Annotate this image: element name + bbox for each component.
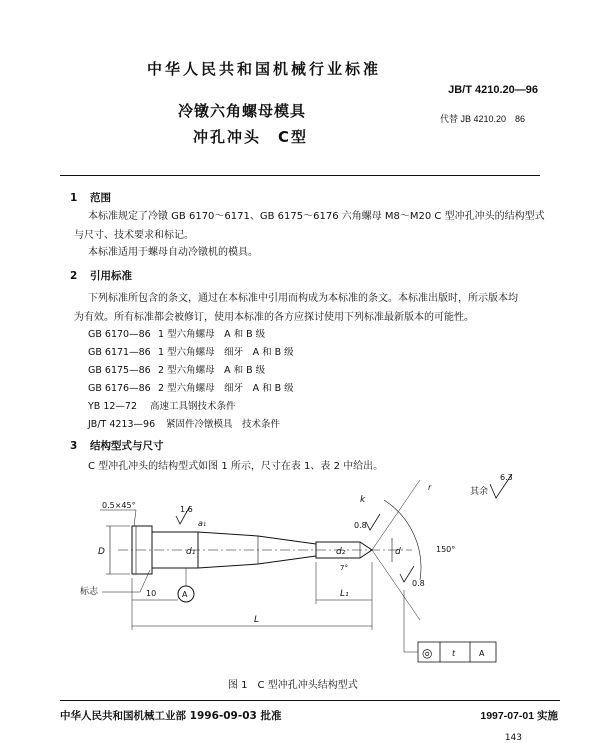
document-title-line2: 冲孔冲头 C型	[193, 128, 309, 146]
reference-code: YB 12—72	[88, 401, 138, 412]
angle-label: 150°	[436, 545, 456, 554]
dim-k-label: k	[360, 495, 366, 505]
chamfer-label: 0.5×45°	[102, 501, 136, 510]
reference-item	[88, 344, 294, 358]
angle-7-label: 7°	[340, 564, 348, 572]
angle-arc	[384, 500, 421, 580]
section-2-title: 引用标准	[90, 270, 132, 282]
mark-label: 标志	[80, 587, 99, 597]
section-3-title: 结构型式与尺寸	[90, 440, 164, 452]
dim-r-label: r	[428, 483, 432, 492]
dim-d-label: d	[395, 547, 401, 557]
dim-d2-label: d₂	[336, 547, 346, 557]
roughness-rest-label: 6.3	[500, 473, 513, 482]
reference-item	[88, 362, 265, 376]
tolerance-symbol: ◎	[422, 646, 433, 660]
reference-item	[88, 380, 294, 394]
references-intro-line1: 下列标准所包含的条文，通过在本标准中引用而构成为本标准的条文。本标准出版时，所示版本均	[88, 293, 518, 304]
reference-desc: 1 型六角螺母 A 和 B 级	[158, 329, 266, 340]
reference-code: GB 6171—86	[88, 347, 151, 358]
header-rule	[60, 175, 540, 176]
approval-info: 中华人民共和国机械工业部 1996-09-03 批准	[60, 710, 282, 722]
reference-desc: 1 型六角螺母 细牙 A 和 B 级	[158, 347, 294, 358]
references-intro-line2: 为有效。所有标准都会被修订，使用本标准的各方应探讨使用下列标准最新版本的可能性。	[74, 312, 474, 323]
rest-text: 其余	[470, 487, 489, 497]
standard-number: JB/T 4210.20—96	[448, 84, 538, 96]
reference-item	[88, 398, 236, 412]
footer-rule	[60, 700, 560, 701]
roughness-0-8-top-label: 0.8	[354, 521, 367, 530]
document-title-line1: 冷镦六角螺母模具	[178, 102, 307, 120]
dim-D-label: D	[98, 547, 105, 557]
reference-code: GB 6170—86	[88, 329, 151, 340]
body-taper-bottom	[198, 564, 258, 568]
figure-caption: 图 1 C 型冲孔冲头结构型式	[228, 680, 358, 691]
reference-desc: 高速工具钢技术条件	[150, 401, 236, 412]
reference-code: GB 6176—86	[88, 383, 151, 394]
tolerance-datum: A	[479, 649, 485, 658]
datum-a-label: A	[182, 590, 188, 599]
roughness-0-8-right-label: 0.8	[412, 579, 425, 588]
neck-bottom	[258, 556, 316, 564]
neck-top	[258, 536, 316, 544]
structure-intro: C 型冲孔冲头的结构型式如图 1 所示，尺寸在表 1、表 2 中给出。	[88, 461, 384, 472]
reference-code: JB/T 4213—96	[88, 419, 156, 430]
dim-10-label: 10	[146, 589, 157, 598]
scope-para1-line1: 本标准规定了冷镦 GB 6170～6171、GB 6175～6176 六角螺母 M8～M20 C 型冲孔冲头的结构型式	[88, 211, 545, 222]
roughness-symbol-0-8-top	[366, 514, 380, 530]
section-3-heading	[70, 438, 164, 453]
punch-drawing	[0, 470, 600, 670]
reference-item	[88, 416, 280, 430]
dim-L-label: L	[254, 615, 260, 625]
roughness-1-6-label: 1.6	[180, 505, 193, 514]
reference-code: GB 6175—86	[88, 365, 151, 376]
tolerance-value: t	[452, 649, 456, 658]
chamfer-leader	[134, 510, 136, 526]
effective-date: 1997-07-01 实施	[480, 710, 558, 722]
scope-para2: 本标准适用于螺母自动冷镦机的模具。	[88, 247, 258, 258]
issuing-organization: 中华人民共和国机械行业标准	[147, 60, 382, 78]
reference-item	[88, 326, 265, 340]
section-2-number: 2	[70, 270, 78, 282]
reference-desc: 2 型六角螺母 A 和 B 级	[158, 365, 266, 376]
section-1-heading	[70, 190, 111, 205]
body-taper-top	[198, 532, 258, 536]
section-1-number: 1	[70, 192, 78, 204]
section-1-title: 范围	[90, 192, 111, 204]
dim-a1-label: a₁	[198, 519, 207, 528]
reference-desc: 紧固件冷镦模具 技术条件	[166, 419, 281, 430]
section-2-heading	[70, 268, 132, 283]
dim-L1-label: L₁	[340, 589, 349, 599]
dim-d1-label: d₁	[186, 547, 196, 557]
reference-desc: 2 型六角螺母 细牙 A 和 B 级	[158, 383, 294, 394]
section-3-number: 3	[70, 440, 78, 452]
replaces-standard: 代替 JB 4210.20 86	[439, 114, 525, 124]
page-number: 143	[504, 733, 522, 743]
scope-para1-line2: 与尺寸、技术要求和标记。	[74, 230, 194, 241]
